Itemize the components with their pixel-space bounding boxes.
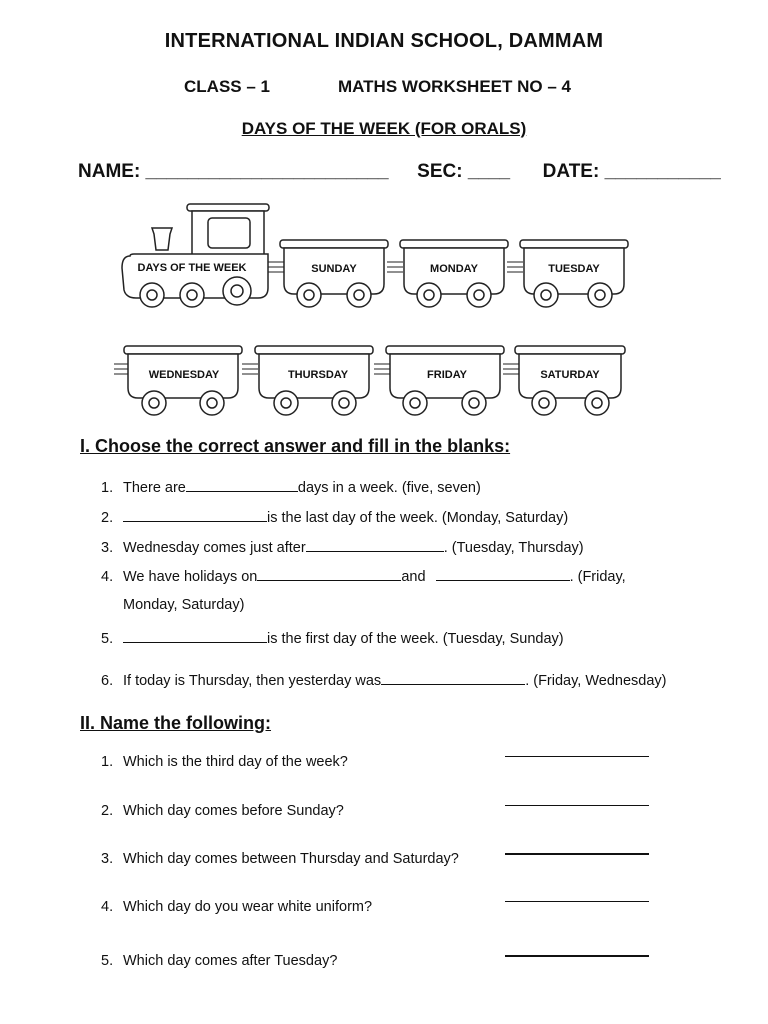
- name-question-3: 3. Which day comes between Thursday and Saturday?: [101, 851, 459, 867]
- engine-roof: [187, 204, 269, 211]
- engine-window: [208, 218, 250, 248]
- wagon-label-tuesday: TUESDAY: [548, 263, 600, 275]
- fill-question-2: 2. is the last day of the week. (Monday, Saturday): [101, 507, 568, 526]
- wagon-label-thursday: THURSDAY: [287, 369, 349, 381]
- fill-question-5: 5. is the first day of the week. (Tuesday, Sunday): [101, 628, 564, 647]
- question-number: 4.: [101, 899, 114, 915]
- section-field[interactable]: SEC: ____: [417, 161, 511, 182]
- answer-blank[interactable]: [257, 566, 401, 581]
- question-number: 5.: [101, 953, 114, 969]
- school-title: INTERNATIONAL INDIAN SCHOOL, DAMMAM: [164, 30, 604, 52]
- worksheet-label: MATHS WORKSHEET NO – 4: [338, 77, 571, 96]
- answer-line-1[interactable]: [505, 756, 649, 757]
- question-number: 3.: [101, 851, 114, 867]
- fill-question-4: 4. We have holidays on and . (Friday,: [101, 566, 626, 585]
- answer-line-4[interactable]: [505, 901, 649, 902]
- answer-line-3[interactable]: [505, 853, 649, 855]
- fill-question-3: 3. Wednesday comes just after . (Tuesday, Thursday): [101, 537, 584, 556]
- answer-line-5[interactable]: [505, 955, 649, 957]
- answer-blank[interactable]: [123, 628, 267, 643]
- question-number: 1.: [101, 480, 114, 496]
- section-2-title: II. Name the following:: [80, 713, 272, 733]
- question-number: 2.: [101, 803, 114, 819]
- name-question-1: 1. Which is the third day of the week?: [101, 754, 348, 770]
- wagon-label-sunday: SUNDAY: [311, 263, 357, 275]
- fill-question-4-continued: Monday, Saturday): [123, 597, 245, 613]
- question-number: 6.: [101, 673, 114, 689]
- answer-blank[interactable]: [123, 507, 267, 522]
- answer-blank[interactable]: [186, 477, 298, 492]
- wagon-label-monday: MONDAY: [430, 263, 478, 275]
- class-label: CLASS – 1: [184, 77, 270, 96]
- question-number: 2.: [101, 510, 114, 526]
- fill-question-1: 1. There are days in a week. (five, seven): [101, 477, 481, 496]
- worksheet-subtitle: DAYS OF THE WEEK (FOR ORALS): [241, 119, 527, 138]
- question-number: 4.: [101, 569, 114, 585]
- answer-blank[interactable]: [306, 537, 444, 552]
- wagon-label-wednesday: WEDNESDAY: [148, 369, 220, 381]
- wagon-label-friday: FRIDAY: [427, 369, 467, 381]
- question-number: 3.: [101, 540, 114, 556]
- question-number: 5.: [101, 631, 114, 647]
- name-question-2: 2. Which day comes before Sunday?: [101, 803, 344, 819]
- answer-blank[interactable]: [381, 670, 525, 685]
- fill-question-6: 6. If today is Thursday, then yesterday was . (Friday, Wednesday): [101, 670, 666, 689]
- answer-blank[interactable]: [436, 566, 570, 581]
- section-1-title: I. Choose the correct answer and fill in the blanks:: [80, 436, 511, 456]
- wagon-label-saturday: SATURDAY: [540, 369, 600, 381]
- train-engine: [122, 204, 269, 307]
- name-field[interactable]: NAME: _______________________: [78, 161, 389, 182]
- name-question-4: 4. Which day do you wear white uniform?: [101, 899, 373, 915]
- engine-label: DAYS OF THE WEEK: [137, 262, 247, 274]
- answer-line-2[interactable]: [505, 805, 649, 806]
- question-number: 1.: [101, 754, 114, 770]
- engine-chimney: [152, 228, 172, 250]
- date-field[interactable]: DATE: ___________: [542, 161, 721, 182]
- name-question-5: 5. Which day comes after Tuesday?: [101, 953, 338, 969]
- days-train-illustration: [112, 198, 632, 422]
- student-fields: [78, 161, 721, 183]
